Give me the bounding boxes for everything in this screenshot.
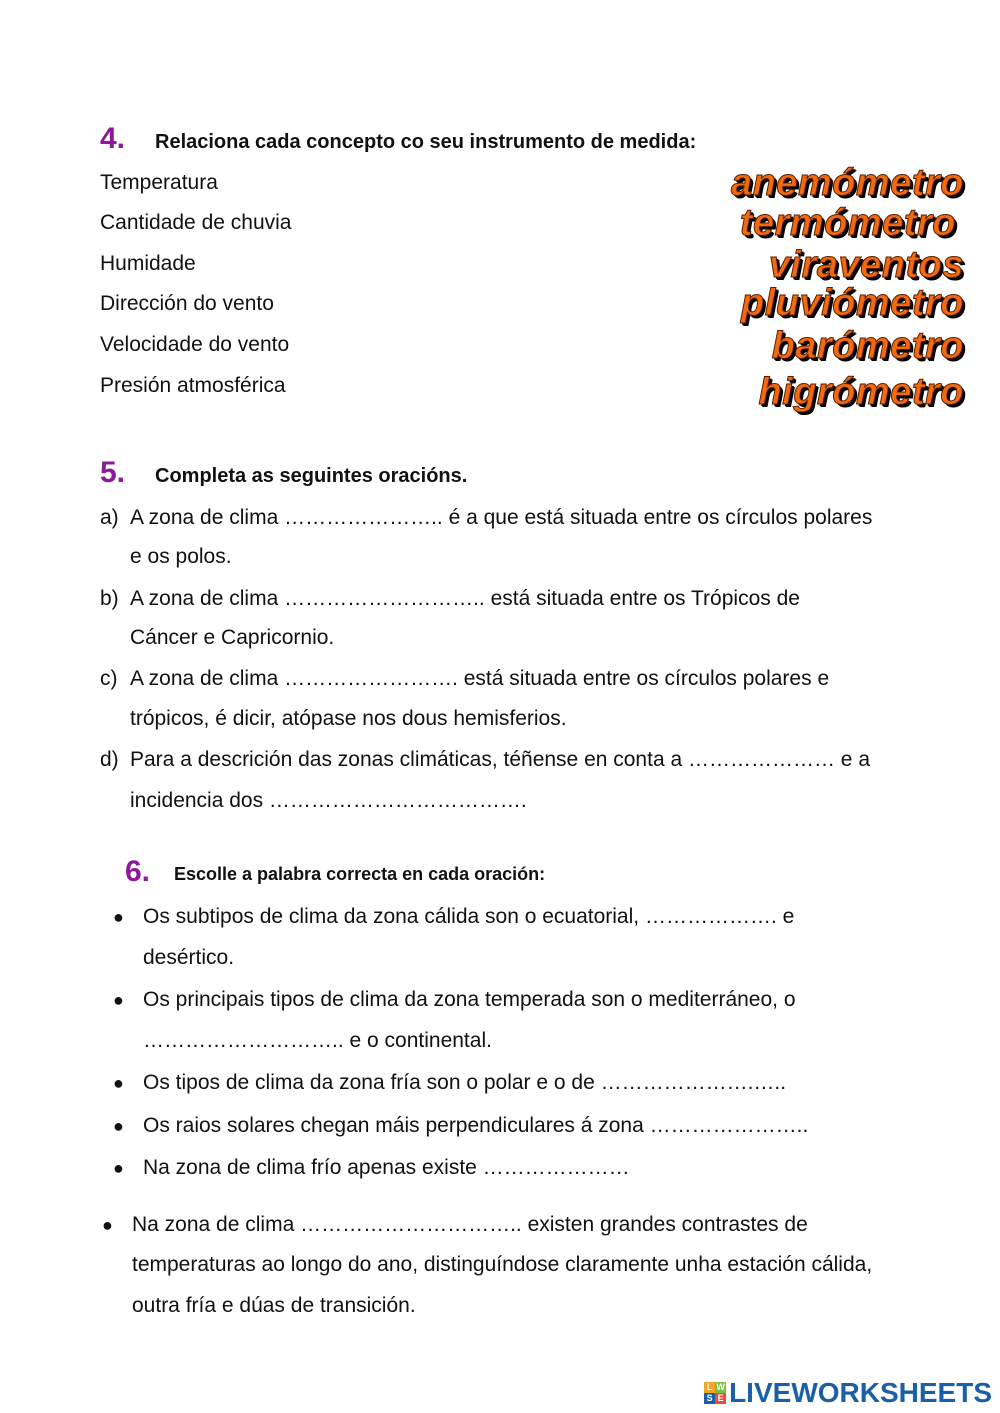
concept-humidade: Humidade	[100, 252, 196, 275]
logo-mark-tile: E	[715, 1393, 726, 1404]
logo-mark-tile: L	[704, 1382, 715, 1393]
liveworksheets-logo-icon	[704, 1382, 726, 1404]
instrument-barometro[interactable]: barómetro	[771, 325, 964, 367]
instrument-termometro[interactable]: termómetro	[739, 202, 956, 244]
concept-temperatura: Temperatura	[100, 171, 218, 194]
item-b-line1: A zona de clima ……………………….. está situada entre os Trópicos de	[130, 587, 800, 610]
bullet-icon: ●	[113, 1116, 124, 1136]
bullet-2-line2: ……………………….. e o continental.	[143, 1029, 492, 1052]
instrument-pluviometro[interactable]: pluviómetro	[741, 282, 964, 324]
bullet-icon: ●	[113, 1073, 124, 1093]
bullet-icon: ●	[113, 907, 124, 927]
bullet-4-line1: Os raios solares chegan máis perpendiculares á zona …………………..	[143, 1114, 809, 1137]
question-4-title: Relaciona cada concepto co seu instrumento de medida:	[155, 131, 697, 153]
bullet-3-line1: Os tipos de clima da zona fría son o polar e o de ………………….…..	[143, 1071, 787, 1094]
item-a-line2: e os polos.	[130, 545, 232, 568]
item-d-line1: Para a descrición das zonas climáticas, téñense en conta a ………………… e a	[130, 748, 871, 771]
question-6-title: Escolle a palabra correcta en cada oración:	[174, 864, 546, 884]
bullet-6-line2: temperaturas ao longo do ano, distinguíndose claramente unha estación cálida,	[132, 1253, 873, 1276]
item-c-marker: c)	[100, 667, 118, 690]
concept-presion: Presión atmosférica	[100, 374, 286, 397]
instrument-viraventos[interactable]: viraventos	[768, 244, 964, 286]
item-b-line2: Cáncer e Capricornio.	[130, 626, 335, 649]
bullet-icon: ●	[102, 1215, 113, 1235]
logo-text: LIVEWORKSHEETS	[729, 1377, 992, 1408]
bullet-icon: ●	[113, 990, 124, 1010]
question-5-title: Completa as seguintes oracións.	[155, 465, 468, 487]
logo-mark-tile: S	[704, 1393, 715, 1404]
concept-velocidade-vento: Velocidade do vento	[100, 333, 290, 356]
bullet-2-line1: Os principais tipos de clima da zona temperada son o mediterráneo, o	[143, 988, 796, 1011]
bullet-1-line1: Os subtipos de clima da zona cálida son o ecuatorial, ………………. e	[143, 905, 795, 928]
bullet-5-line1: Na zona de clima frío apenas existe …………………	[143, 1156, 630, 1179]
item-a-marker: a)	[100, 506, 119, 529]
question-5-number: 5.	[100, 456, 126, 489]
item-a-line1: A zona de clima ………………….. é a que está situada entre os círculos polares	[130, 506, 873, 529]
item-c-line2: trópicos, é dicir, atópase nos dous hemisferios.	[130, 707, 567, 730]
bullet-6-line3: outra fría e dúas de transición.	[132, 1294, 416, 1317]
concept-direccion-vento: Dirección do vento	[100, 292, 274, 315]
item-d-line2: incidencia dos ……………………………….	[130, 789, 527, 812]
logo-mark-tile: W	[716, 1382, 725, 1392]
item-c-line1: A zona de clima ……………………. está situada entre os círculos polares e	[130, 667, 830, 690]
bullet-icon: ●	[113, 1158, 124, 1178]
liveworksheets-logo[interactable]	[704, 1376, 992, 1410]
instrument-higrometro[interactable]: higrómetro	[758, 371, 964, 413]
bullet-1-line2: desértico.	[143, 946, 235, 969]
item-b-marker: b)	[100, 587, 119, 610]
item-d-marker: d)	[100, 748, 119, 771]
question-6-number: 6.	[125, 855, 151, 888]
question-4-number: 4.	[100, 122, 126, 155]
bullet-6-line1: Na zona de clima ………………………….. existen grandes contrastes de	[132, 1213, 808, 1236]
instrument-anemometro[interactable]: anemómetro	[730, 162, 964, 204]
concept-chuvia: Cantidade de chuvia	[100, 211, 292, 234]
